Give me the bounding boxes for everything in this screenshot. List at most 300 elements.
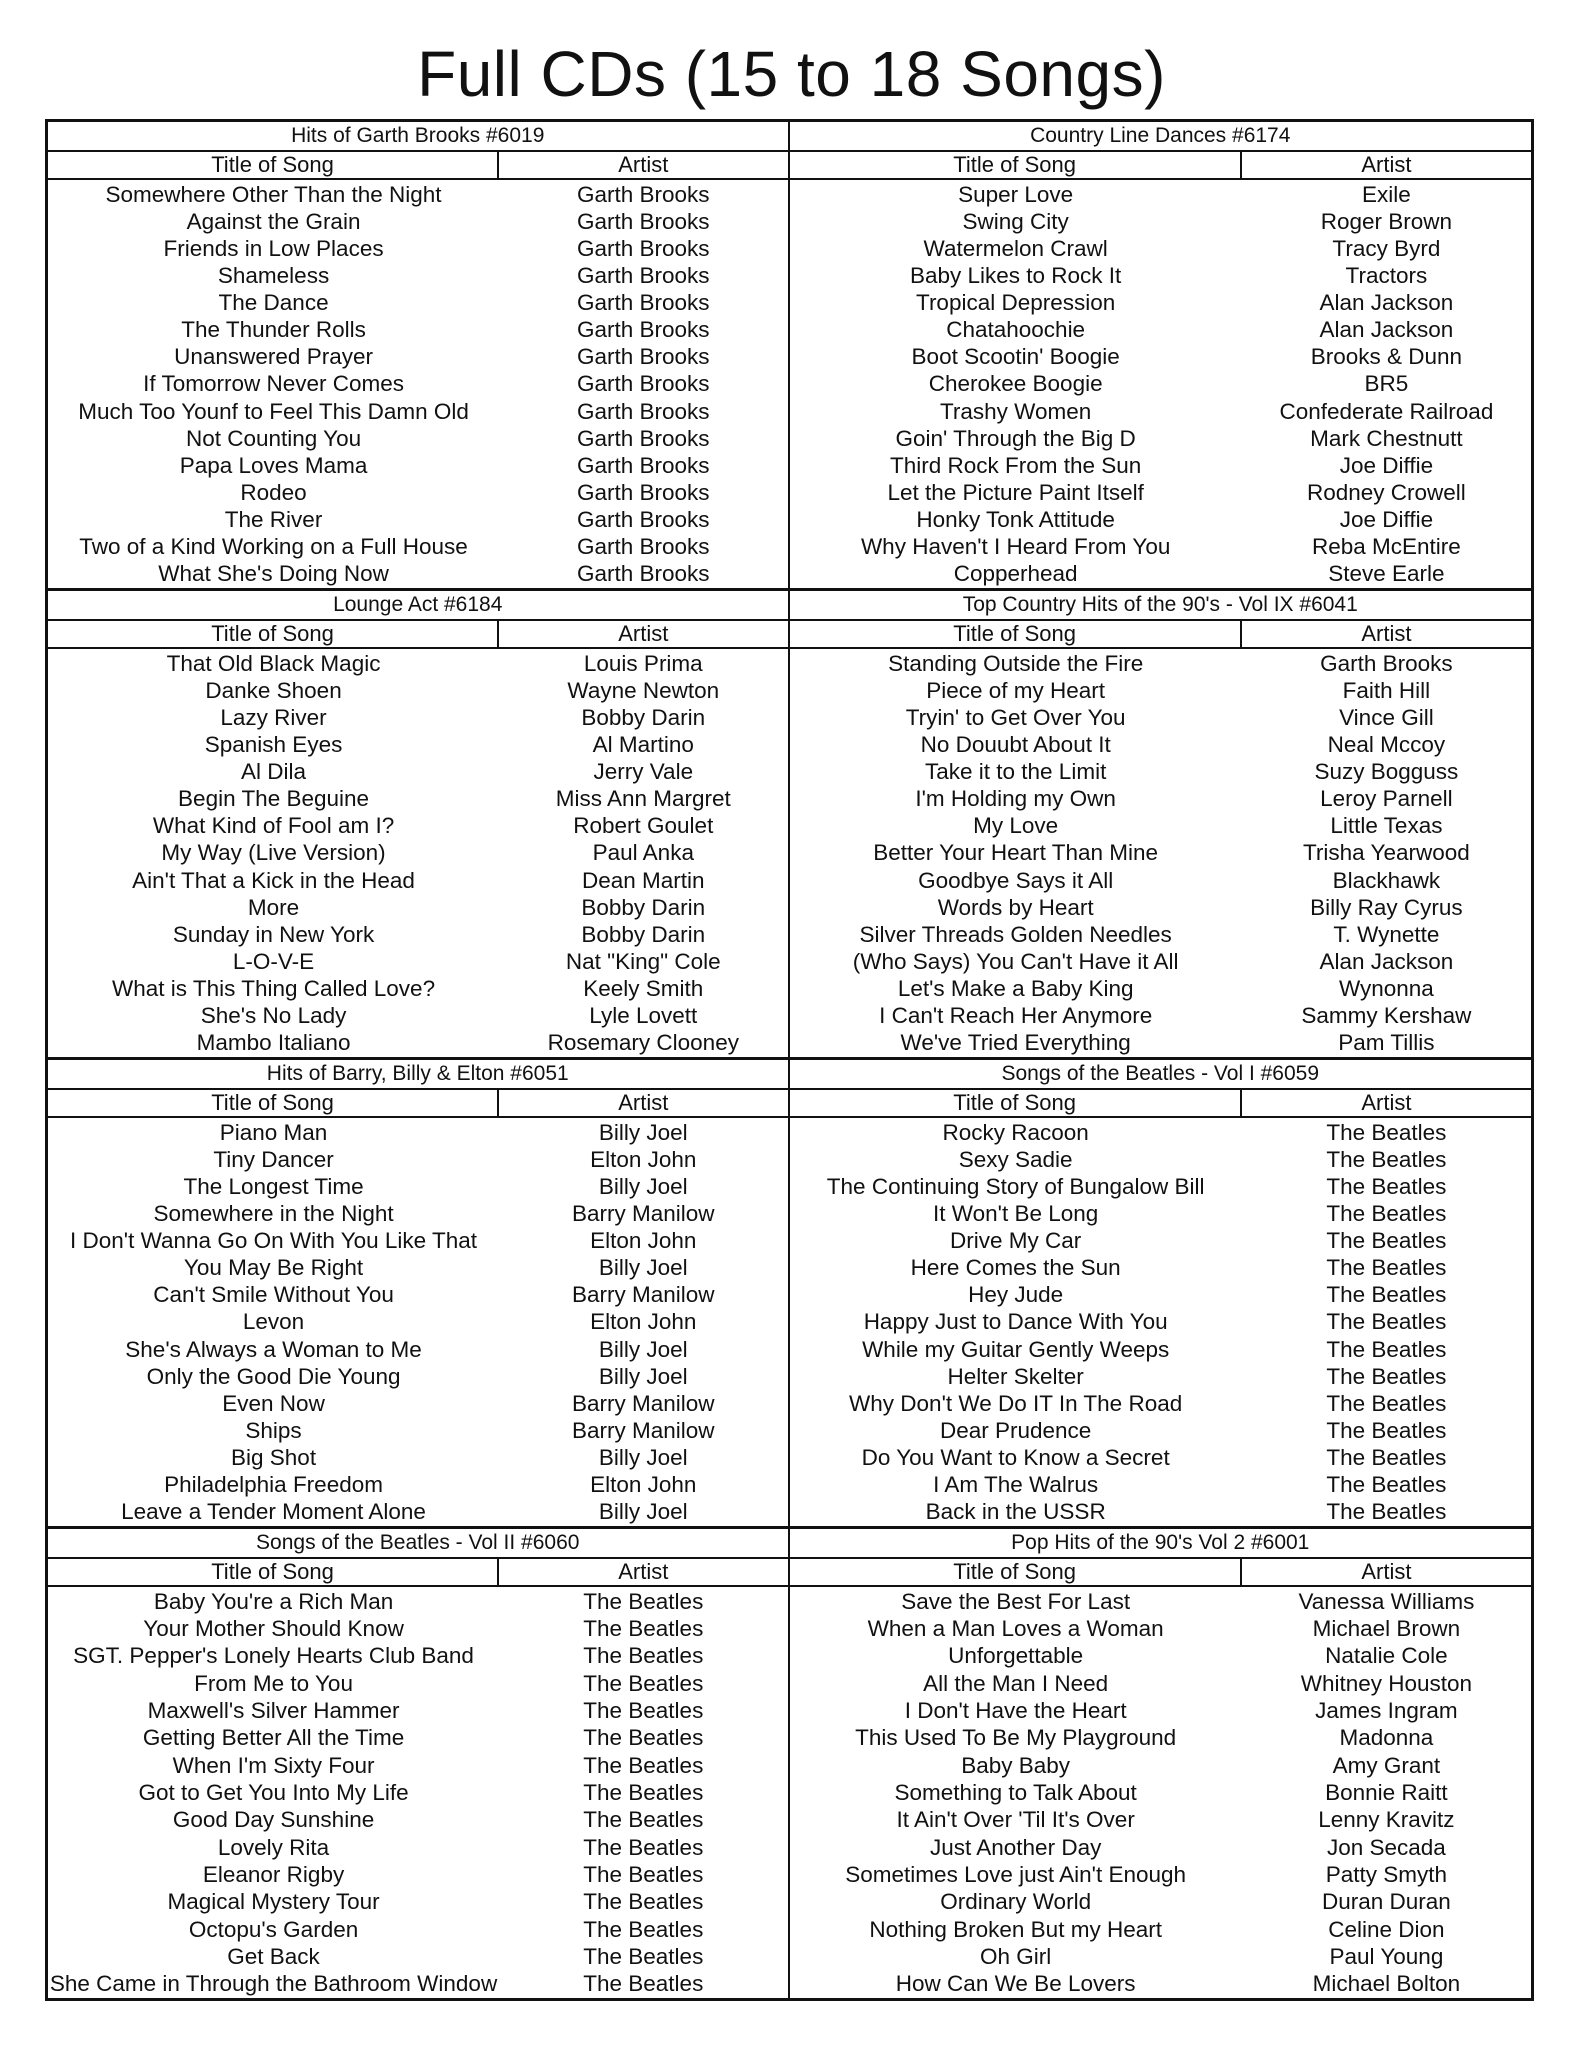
song-row (790, 976, 1532, 1002)
column-header-row (790, 1090, 1532, 1118)
song-artist: Natalie Cole (1325, 1643, 1448, 1669)
song-row (790, 1753, 1532, 1779)
song-title: Nothing Broken But my Heart (869, 1916, 1162, 1942)
song-artist: Garth Brooks (577, 290, 710, 316)
song-artist: Patty Smyth (1325, 1861, 1448, 1887)
song-artist: The Beatles (1326, 1417, 1447, 1443)
song-title: Begin The Beguine (178, 786, 370, 812)
song-row (790, 1030, 1532, 1056)
song-title: My Love (973, 813, 1059, 839)
song-row (790, 1643, 1532, 1669)
song-artist: Elton John (590, 1146, 697, 1172)
song-row (48, 1753, 788, 1779)
song-artist: Tractors (1345, 262, 1428, 288)
song-title: Unanswered Prayer (174, 344, 373, 370)
song-row (48, 1309, 788, 1335)
song-row (790, 426, 1532, 452)
song-artist: Dean Martin (582, 867, 705, 893)
song-row (48, 426, 788, 452)
song-title: More (247, 894, 300, 920)
song-artist: Leroy Parnell (1320, 786, 1453, 812)
song-row (790, 1971, 1532, 1997)
song-title: Leave a Tender Moment Alone (121, 1499, 426, 1525)
song-row (790, 1255, 1532, 1281)
song-artist: Wayne Newton (567, 677, 720, 703)
song-row (790, 290, 1532, 316)
song-row (48, 209, 788, 235)
song-title: Tryin' to Get Over You (905, 704, 1126, 730)
song-title: Baby Baby (961, 1752, 1071, 1778)
song-row (790, 507, 1532, 533)
song-row (790, 453, 1532, 479)
song-title: Sometimes Love just Ain't Enough (845, 1861, 1187, 1887)
song-title: Back in the USSR (925, 1499, 1106, 1525)
song-title: Your Mother Should Know (143, 1615, 404, 1641)
song-artist: Bobby Darin (581, 704, 706, 730)
song-row (48, 976, 788, 1002)
song-artist: Confederate Railroad (1279, 398, 1494, 424)
song-row (48, 561, 788, 587)
song-title-header: Title of Song (48, 1090, 499, 1116)
song-artist: Rodney Crowell (1306, 479, 1466, 505)
song-artist: Elton John (590, 1309, 697, 1335)
song-artist: The Beatles (1326, 1282, 1447, 1308)
song-title: Save the Best For Last (901, 1588, 1131, 1614)
song-artist: Vanessa Williams (1298, 1588, 1475, 1614)
song-artist: The Beatles (583, 1779, 704, 1805)
song-row (48, 1671, 788, 1697)
song-title: No Douubt About It (920, 731, 1111, 757)
song-artist: Blackhawk (1332, 867, 1441, 893)
song-artist: The Beatles (1326, 1228, 1447, 1254)
song-artist: The Beatles (1326, 1445, 1447, 1471)
song-artist: T. Wynette (1333, 921, 1440, 947)
song-row (48, 507, 788, 533)
song-row (48, 1862, 788, 1888)
song-row (48, 1030, 788, 1056)
song-row (48, 1282, 788, 1308)
song-row (790, 1917, 1532, 1943)
song-artist: Suzy Bogguss (1314, 759, 1459, 785)
song-title: Baby You're a Rich Man (153, 1588, 394, 1614)
song-artist: The Beatles (583, 1697, 704, 1723)
song-artist: The Beatles (583, 1725, 704, 1751)
song-row (790, 895, 1532, 921)
song-title: Happy Just to Dance With You (863, 1309, 1168, 1335)
song-artist: Exile (1362, 181, 1411, 207)
song-row (790, 1364, 1532, 1390)
song-title: Much Too Younf to Feel This Damn Old (78, 398, 469, 424)
song-row (48, 705, 788, 731)
song-title: Hey Jude (968, 1282, 1064, 1308)
song-list (790, 649, 1532, 1057)
song-artist: Billy Joel (598, 1119, 688, 1145)
song-row (48, 1174, 788, 1200)
song-row (48, 1499, 788, 1525)
song-artist: Michael Bolton (1312, 1971, 1461, 1997)
song-list (48, 1587, 788, 1998)
song-row (48, 1971, 788, 1997)
song-title: I Don't Have the Heart (904, 1697, 1127, 1723)
song-artist: The Beatles (583, 1670, 704, 1696)
song-artist: The Beatles (1326, 1363, 1447, 1389)
song-artist: The Beatles (583, 1916, 704, 1942)
song-row (48, 1889, 788, 1915)
song-row (790, 534, 1532, 560)
album-title: Songs of the Beatles - Vol II #6060 (48, 1529, 788, 1559)
song-row (790, 922, 1532, 948)
song-artist: Reba McEntire (1311, 534, 1461, 560)
song-title: Why Haven't I Heard From You (860, 534, 1171, 560)
song-title: Chatahoochie (946, 317, 1086, 343)
song-artist: The Beatles (583, 1615, 704, 1641)
song-title: While my Guitar Gently Weeps (862, 1336, 1170, 1362)
song-row (48, 1616, 788, 1642)
song-title: The Continuing Story of Bungalow Bill (826, 1173, 1205, 1199)
song-title: Against the Grain (186, 208, 361, 234)
song-title: Even Now (222, 1390, 325, 1416)
song-row (790, 1003, 1532, 1029)
song-title: The Thunder Rolls (181, 317, 366, 343)
song-title: Rodeo (240, 479, 307, 505)
song-artist: Garth Brooks (577, 208, 710, 234)
column-header-row (790, 1559, 1532, 1587)
song-artist: The Beatles (1326, 1309, 1447, 1335)
song-artist: Steve Earle (1328, 561, 1445, 587)
song-title: Helter Skelter (947, 1363, 1084, 1389)
song-artist: Brooks & Dunn (1310, 344, 1463, 370)
song-row (48, 344, 788, 370)
song-title: Somewhere Other Than the Night (105, 181, 442, 207)
song-row (48, 1472, 788, 1498)
song-title: My Way (Live Version) (161, 840, 386, 866)
song-title: Only the Good Die Young (146, 1363, 401, 1389)
song-row (48, 371, 788, 397)
song-title-header: Title of Song (790, 152, 1242, 178)
song-artist: The Beatles (583, 1807, 704, 1833)
song-artist: Tracy Byrd (1332, 235, 1441, 261)
song-row (790, 1337, 1532, 1363)
song-artist: Wynonna (1338, 976, 1434, 1002)
song-artist: Pam Tillis (1338, 1030, 1435, 1056)
song-artist: Billy Ray Cyrus (1310, 894, 1463, 920)
song-title-header: Title of Song (48, 621, 499, 647)
song-list (48, 649, 788, 1057)
song-title: Lovely Rita (217, 1834, 330, 1860)
song-title: The River (224, 507, 323, 533)
song-title: Lazy River (220, 704, 327, 730)
song-artist: Billy Joel (598, 1173, 688, 1199)
song-artist: Alan Jackson (1319, 290, 1454, 316)
song-artist: Garth Brooks (577, 317, 710, 343)
song-title: I Am The Walrus (933, 1472, 1099, 1498)
song-artist: Nat "King" Cole (565, 948, 721, 974)
artist-header: Artist (618, 621, 669, 646)
song-row (790, 399, 1532, 425)
song-list (790, 180, 1532, 588)
song-artist: The Beatles (1326, 1390, 1447, 1416)
song-artist: Barry Manilow (572, 1390, 715, 1416)
song-artist: Joe Diffie (1339, 452, 1434, 478)
song-row (790, 705, 1532, 731)
song-artist: Billy Joel (598, 1336, 688, 1362)
song-artist: Faith Hill (1342, 677, 1431, 703)
song-artist: Garth Brooks (577, 452, 710, 478)
song-row (790, 1944, 1532, 1970)
artist-header: Artist (1361, 1090, 1412, 1115)
song-title: Good Day Sunshine (172, 1807, 375, 1833)
song-title: Two of a Kind Working on a Full House (79, 534, 468, 560)
song-row (48, 480, 788, 506)
song-row (48, 651, 788, 677)
song-title: Let's Make a Baby King (897, 976, 1134, 1002)
song-artist: BR5 (1364, 371, 1409, 397)
song-row (48, 1364, 788, 1390)
song-title: Shameless (217, 262, 330, 288)
song-artist: The Beatles (583, 1752, 704, 1778)
song-artist: Joe Diffie (1339, 507, 1434, 533)
song-title: Unforgettable (948, 1643, 1084, 1669)
song-title: Trashy Women (940, 398, 1092, 424)
song-row (48, 263, 788, 289)
song-artist: Miss Ann Margret (555, 786, 731, 812)
song-row (48, 1147, 788, 1173)
song-row (790, 1228, 1532, 1254)
song-row (790, 1147, 1532, 1173)
song-title: Goin' Through the Big D (895, 425, 1136, 451)
song-title: Get Back (227, 1943, 320, 1969)
song-row (48, 534, 788, 560)
song-artist: Sammy Kershaw (1301, 1003, 1472, 1029)
song-row (48, 453, 788, 479)
song-title: L-O-V-E (232, 948, 315, 974)
song-artist: Garth Brooks (577, 425, 710, 451)
song-row (790, 813, 1532, 839)
song-row (48, 1255, 788, 1281)
song-title: Drive My Car (950, 1228, 1082, 1254)
song-artist: Barry Manilow (572, 1282, 715, 1308)
song-row (790, 759, 1532, 785)
song-row (48, 1835, 788, 1861)
song-artist: Roger Brown (1320, 208, 1453, 234)
song-artist: The Beatles (1326, 1255, 1447, 1281)
song-title: From Me to You (194, 1670, 353, 1696)
song-list (48, 180, 788, 588)
song-row (790, 949, 1532, 975)
song-title: Honky Tonk Attitude (916, 507, 1115, 533)
song-title-header: Title of Song (790, 1559, 1242, 1585)
song-title: (Who Says) You Can't Have it All (852, 948, 1179, 974)
song-row (790, 1862, 1532, 1888)
song-artist: Elton John (590, 1228, 697, 1254)
song-row (48, 399, 788, 425)
song-title: Ordinary World (940, 1889, 1092, 1915)
song-artist: Mark Chestnutt (1310, 425, 1463, 451)
song-title: Oh Girl (980, 1943, 1052, 1969)
song-title: Do You Want to Know a Secret (861, 1445, 1170, 1471)
song-artist: Duran Duran (1321, 1889, 1451, 1915)
song-row (790, 1445, 1532, 1471)
song-row (790, 1889, 1532, 1915)
song-artist: The Beatles (583, 1861, 704, 1887)
song-artist: Garth Brooks (577, 534, 710, 560)
column-header-row (48, 1090, 788, 1118)
album-section (48, 591, 790, 1060)
album-title: Lounge Act #6184 (48, 591, 788, 621)
song-artist: Robert Goulet (573, 813, 714, 839)
song-artist: The Beatles (1326, 1336, 1447, 1362)
song-row (790, 1120, 1532, 1146)
song-artist: The Beatles (1326, 1173, 1447, 1199)
song-title: I Don't Wanna Go On With You Like That (70, 1228, 478, 1254)
song-artist: The Beatles (583, 1834, 704, 1860)
song-artist: Little Texas (1330, 813, 1443, 839)
song-artist: The Beatles (583, 1971, 704, 1997)
song-title: Rocky Racoon (942, 1119, 1089, 1145)
column-header-row (48, 152, 788, 180)
song-title-header: Title of Song (790, 1090, 1242, 1116)
song-row (48, 1589, 788, 1615)
song-row (790, 236, 1532, 262)
song-title: Sexy Sadie (958, 1146, 1073, 1172)
song-artist: The Beatles (1326, 1146, 1447, 1172)
song-title: It Ain't Over 'Til It's Over (896, 1807, 1135, 1833)
song-title: Let the Picture Paint Itself (887, 479, 1144, 505)
song-row (48, 1391, 788, 1417)
song-title: She's Always a Woman to Me (125, 1336, 422, 1362)
song-row (790, 263, 1532, 289)
song-artist: Amy Grant (1332, 1752, 1441, 1778)
song-row (48, 732, 788, 758)
song-title: I'm Holding my Own (915, 786, 1116, 812)
song-title: Swing City (962, 208, 1069, 234)
page-title: Full CDs (15 to 18 Songs) (417, 38, 1166, 110)
song-title: Dear Prudence (939, 1417, 1092, 1443)
album-title: Pop Hits of the 90's Vol 2 #6001 (790, 1529, 1532, 1559)
song-list (790, 1587, 1532, 1998)
song-artist: Barry Manilow (572, 1417, 715, 1443)
song-title: She's No Lady (200, 1003, 347, 1029)
song-artist: Michael Brown (1312, 1615, 1461, 1641)
song-title: I Can't Reach Her Anymore (879, 1003, 1153, 1029)
song-title: Ships (245, 1417, 302, 1443)
song-title-header: Title of Song (48, 152, 499, 178)
song-artist: Billy Joel (598, 1499, 688, 1525)
song-title: What She's Doing Now (158, 561, 389, 587)
album-title: Hits of Barry, Billy & Elton #6051 (48, 1060, 788, 1090)
song-artist: Bobby Darin (581, 894, 706, 920)
song-artist: Bonnie Raitt (1325, 1779, 1448, 1805)
song-row (790, 480, 1532, 506)
song-artist: Garth Brooks (577, 561, 710, 587)
song-title: If Tomorrow Never Comes (143, 371, 404, 397)
song-title: She Came in Through the Bathroom Window (49, 1971, 498, 1997)
song-title: Maxwell's Silver Hammer (147, 1697, 400, 1723)
song-title: Why Don't We Do IT In The Road (849, 1390, 1183, 1416)
song-title: We've Tried Everything (900, 1030, 1131, 1056)
artist-header: Artist (1361, 621, 1412, 646)
song-row (48, 895, 788, 921)
song-title: Baby Likes to Rock It (909, 262, 1122, 288)
song-artist: Paul Young (1329, 1943, 1444, 1969)
album-title: Country Line Dances #6174 (790, 122, 1532, 152)
song-title: Just Another Day (929, 1834, 1102, 1860)
song-row (790, 1698, 1532, 1724)
song-artist: Billy Joel (598, 1255, 688, 1281)
song-title: Ain't That a Kick in the Head (132, 867, 415, 893)
song-title: Not Counting You (185, 425, 362, 451)
song-row (48, 236, 788, 262)
song-title: How Can We Be Lovers (895, 1971, 1136, 1997)
album-section (48, 1529, 790, 1998)
song-row (790, 1835, 1532, 1861)
song-title: Copperhead (953, 561, 1078, 587)
song-title: Octopu's Garden (188, 1916, 359, 1942)
song-row (48, 1337, 788, 1363)
song-list (790, 1118, 1532, 1526)
song-title: Tiny Dancer (213, 1146, 334, 1172)
song-row (48, 1944, 788, 1970)
song-row (48, 840, 788, 866)
song-row (790, 1309, 1532, 1335)
song-row (48, 1807, 788, 1833)
song-row (48, 290, 788, 316)
song-artist: The Beatles (583, 1889, 704, 1915)
song-artist: Garth Brooks (577, 479, 710, 505)
song-artist: Billy Joel (598, 1363, 688, 1389)
song-artist: Garth Brooks (577, 371, 710, 397)
song-artist: Garth Brooks (577, 262, 710, 288)
song-row (790, 1174, 1532, 1200)
song-artist: Garth Brooks (577, 344, 710, 370)
song-title: This Used To Be My Playground (855, 1725, 1177, 1751)
song-row (48, 1201, 788, 1227)
song-title: Watermelon Crawl (923, 235, 1108, 261)
song-artist: Garth Brooks (577, 507, 710, 533)
song-row (48, 922, 788, 948)
song-title: Al Dila (241, 759, 307, 785)
song-artist: Garth Brooks (577, 181, 710, 207)
song-title: That Old Black Magic (166, 650, 381, 676)
song-title: The Dance (218, 290, 329, 316)
song-row (790, 1780, 1532, 1806)
song-row (48, 1445, 788, 1471)
song-row (48, 317, 788, 343)
song-row (790, 1201, 1532, 1227)
song-row (48, 949, 788, 975)
album-title: Hits of Garth Brooks #6019 (48, 122, 788, 152)
song-artist: Alan Jackson (1319, 948, 1454, 974)
song-title: Magical Mystery Tour (167, 1889, 380, 1915)
song-title: Got to Get You Into My Life (138, 1779, 409, 1805)
song-artist: Whitney Houston (1300, 1670, 1473, 1696)
column-header-row (790, 621, 1532, 649)
song-row (48, 1917, 788, 1943)
song-artist: Elton John (590, 1472, 697, 1498)
song-artist: Louis Prima (583, 650, 703, 676)
album-section (48, 1060, 790, 1529)
song-row (790, 344, 1532, 370)
album-section (48, 122, 790, 591)
song-artist: Garth Brooks (1320, 650, 1453, 676)
song-artist: Lenny Kravitz (1318, 1807, 1455, 1833)
artist-header: Artist (618, 1559, 669, 1584)
song-artist: Keely Smith (583, 976, 704, 1002)
song-artist: Neal Mccoy (1327, 731, 1446, 757)
song-row (790, 786, 1532, 812)
song-row (790, 1499, 1532, 1525)
album-section (790, 1060, 1532, 1529)
